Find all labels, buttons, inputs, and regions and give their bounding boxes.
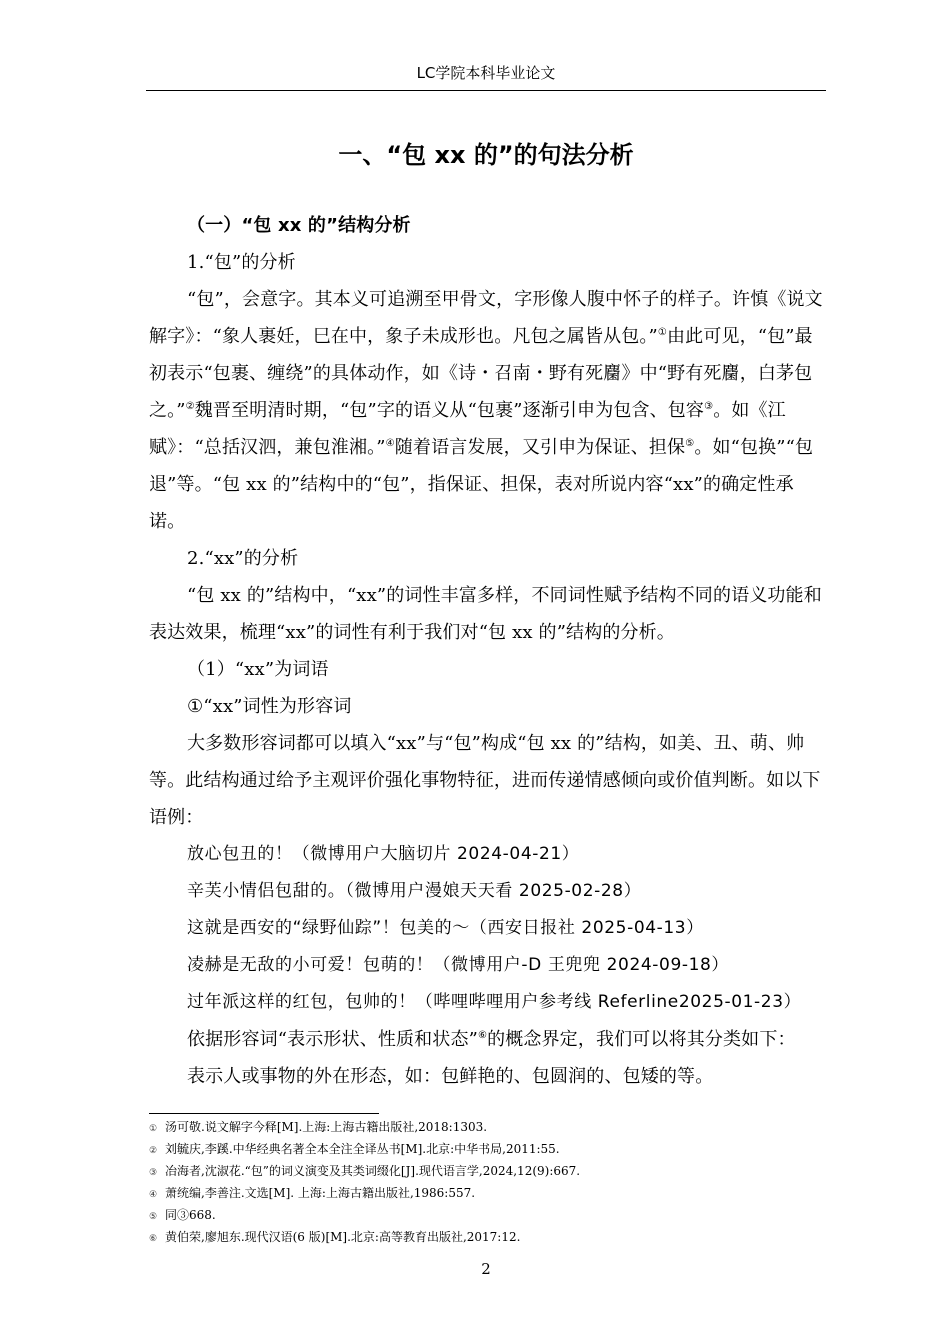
footnote-ref-6: ⑥: [477, 1030, 488, 1041]
footnote-ref-3: ③: [704, 401, 714, 412]
footnote-text: 刘毓庆,李蹊.中华经典名著全本全注全译丛书[M].北京:中华书局,2011:55.: [165, 1142, 560, 1156]
footnote-mark: ①: [149, 1124, 158, 1134]
para-text: 依据形容词“表示形状、性质和状态”: [187, 1029, 478, 1050]
footnote-mark: ③: [149, 1168, 158, 1178]
footnote-mark: ⑤: [149, 1212, 158, 1222]
footnote: [149, 1117, 826, 1139]
page-number: 2: [481, 1260, 491, 1278]
paragraph-adjective: 大多数形容词都可以填入“xx”与“包”构成“包 xx 的”结构，如美、丑、萌、帅等。此结构通过给予主观评价强化事物特征，进而传递情感倾向或价值判断。如以下语例：: [149, 733, 821, 828]
footnote: [149, 1183, 826, 1205]
footnote-mark: ⑥: [149, 1234, 158, 1244]
para-text: 由此可见，“包”最初表示“包裹、缠绕”的具体动作，如《诗・召南・野有死麕》中“野有死麕，白茅包之。”: [149, 326, 813, 421]
example-sentence: 这就是西安的“绿野仙踪”！包美的～（西安日报社 2025-04-13）: [187, 918, 704, 938]
subsection-heading-1: 1.“包”的分析: [187, 252, 296, 273]
footnote: [149, 1161, 826, 1183]
para-text: 。如《江赋》：“总括汉泗，兼包淮湘。”: [149, 400, 786, 458]
footnote-text: 冶海者,沈淑花.“包”的词义演变及其类词缀化[J].现代语言学,2024,12(9):667.: [165, 1164, 581, 1178]
para-text: 。如“包换”“包退”等。“包 xx 的”结构中的“包”，指保证、担保，表对所说内容“xx”的确定性承诺。: [149, 437, 814, 532]
para-text: 的概念界定，我们可以将其分类如下：: [487, 1029, 796, 1050]
example-sentence: 凌赫是无敌的小可爱！包萌的！（微博用户-D 王兜兜 2024-09-18）: [187, 955, 730, 975]
footnote: [149, 1227, 826, 1249]
footnote-rule: [149, 1113, 379, 1114]
footnote-text: 同③668.: [165, 1208, 216, 1222]
chapter-title: 一、“包 xx 的”的句法分析: [338, 141, 634, 169]
example-sentence: 放心包丑的！（微博用户大脑切片 2024-04-21）: [187, 844, 580, 864]
header-rule: [146, 90, 826, 91]
paragraph-xx-analysis: “包 xx 的”结构中，“xx”的词性丰富多样，不同词性赋予结构不同的语义功能和表达效果，梳理“xx”的词性有利于我们对“包 xx 的”结构的分析。: [149, 585, 822, 643]
paragraph-classification: [149, 1021, 826, 1058]
footnote: [149, 1139, 826, 1161]
example-sentence: 辛芙小情侣包甜的。（微博用户漫娘天天看 2025-02-28）: [187, 881, 642, 901]
footnote-ref-5: ⑤: [685, 438, 695, 449]
footnote-ref-1: ①: [657, 327, 668, 338]
sub-heading-xx-words: （1）“xx”为词语: [187, 659, 329, 680]
para-text: 随着语言发展，又引申为保证、担保: [394, 437, 686, 458]
footnote-mark: ②: [149, 1146, 158, 1156]
paragraph-bao-analysis: [149, 281, 826, 540]
footnote-ref-2: ②: [185, 401, 195, 412]
sub-sub-heading-adjective: ①“xx”词性为形容词: [187, 696, 352, 717]
footnote-ref-4: ④: [385, 438, 395, 449]
para-text: “包”，会意字。其本义可追溯至甲骨文，字形像人腹中怀子的样子。许慎《说文解字》：“象人裹妊，巳在中，象子未成形也。凡包之属皆从包。”: [149, 289, 823, 347]
footnote-mark: ④: [149, 1190, 158, 1200]
running-header: LC学院本科毕业论文: [416, 64, 556, 82]
example-sentence: 过年派这样的红包，包帅的！（哔哩哔哩用户参考线 Referline2025-01-23）: [187, 992, 802, 1012]
para-text: 魏晋至明清时期，“包”字的语义从“包裹”逐渐引申为包含、包容: [194, 400, 705, 421]
footnote: [149, 1205, 826, 1227]
footnote-text: 黄伯荣,廖旭东.现代汉语(6 版)[M].北京:高等教育出版社,2017:12.: [165, 1230, 521, 1244]
footnotes: [149, 1117, 826, 1249]
subsection-heading-2: 2.“xx”的分析: [187, 548, 299, 569]
footnote-text: 萧统编,李善注.文选[M]. 上海:上海古籍出版社,1986:557.: [165, 1186, 476, 1200]
paragraph-outer-form: 表示人或事物的外在形态，如：包鲜艳的、包圆润的、包矮的等。: [187, 1066, 714, 1087]
footnote-text: 汤可敬.说文解字今释[M].上海:上海古籍出版社,2018:1303.: [165, 1120, 488, 1134]
section-title: （一）“包 xx 的”结构分析: [187, 215, 411, 236]
body-text: [149, 207, 826, 1095]
